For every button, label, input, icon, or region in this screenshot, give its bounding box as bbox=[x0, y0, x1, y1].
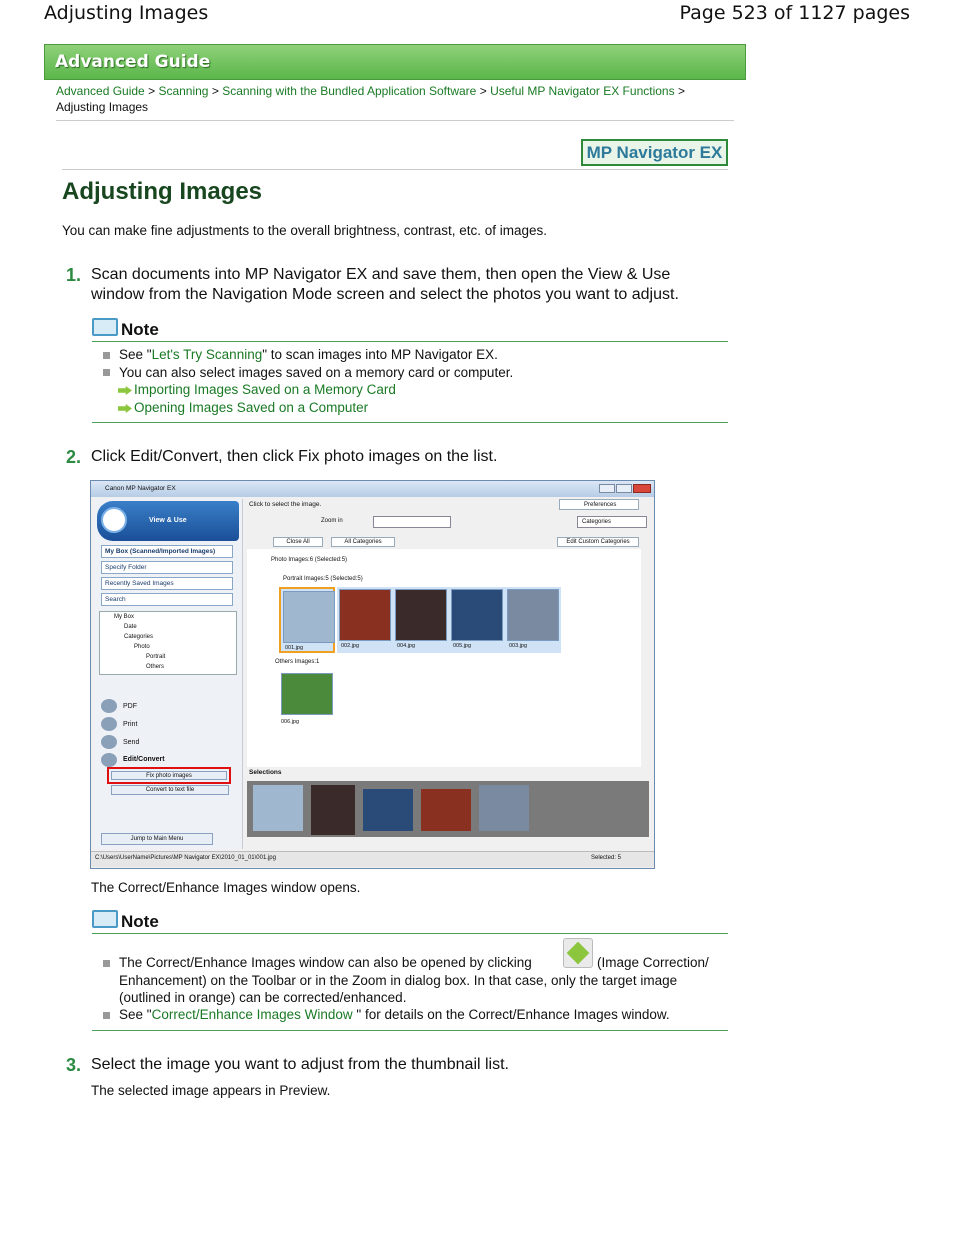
categories-select[interactable]: Categories bbox=[577, 516, 647, 528]
step-number: 3. bbox=[66, 1055, 82, 1075]
pdf-action[interactable]: PDF bbox=[123, 703, 137, 710]
arrow-icon bbox=[118, 404, 132, 413]
print-action[interactable]: Print bbox=[123, 721, 138, 728]
note-item: You can also select images saved on a memory card or computer. bbox=[119, 365, 514, 380]
bullet-icon bbox=[103, 1012, 110, 1019]
selections-tray bbox=[247, 781, 649, 837]
note-item: Enhancement) on the Toolbar or in the Zoom in dialog box. In that case, only the target image bbox=[119, 973, 678, 988]
page-number: Page 523 of 1127 pages bbox=[679, 2, 910, 24]
specify-folder-button[interactable]: Specify Folder bbox=[101, 561, 233, 574]
view-use-label: View & Use bbox=[149, 517, 187, 524]
tree-item[interactable]: Categories bbox=[124, 634, 154, 640]
highlight-box bbox=[107, 767, 231, 784]
note-item: The Correct/Enhance Images window can also be opened by clicking bbox=[119, 955, 532, 970]
tree-item[interactable]: Date bbox=[124, 624, 137, 630]
all-categories-button[interactable]: All Categories bbox=[331, 537, 395, 547]
note-icon bbox=[92, 910, 118, 928]
banner-label: Advanced Guide bbox=[55, 52, 211, 72]
step-number: 1. bbox=[66, 265, 82, 285]
thumbnail-image bbox=[451, 589, 503, 641]
note-icon bbox=[92, 318, 118, 336]
preferences-button[interactable]: Preferences bbox=[559, 499, 639, 510]
divider bbox=[62, 169, 728, 170]
search-input[interactable] bbox=[373, 516, 451, 528]
step-subtext: The selected image appears in Preview. bbox=[91, 1083, 331, 1098]
note-rule bbox=[92, 341, 728, 342]
send-icon bbox=[101, 735, 117, 749]
selections-label: Selections bbox=[249, 769, 282, 776]
note-item: (outlined in orange) can be corrected/enhanced. bbox=[119, 990, 407, 1005]
thumbnail-image[interactable] bbox=[281, 673, 333, 715]
edit-custom-categories-button[interactable]: Edit Custom Categories bbox=[557, 537, 639, 547]
file-path: C:\Users\UserName\Pictures\MP Navigator EX\2010_01_01\001.jpg bbox=[95, 855, 276, 861]
zoom-in-button[interactable]: Zoom in bbox=[321, 518, 343, 524]
thumbnail-label: 004.jpg bbox=[397, 643, 416, 649]
breadcrumb-separator: > bbox=[211, 84, 219, 98]
group-header: Photo Images:6 (Selected:5) bbox=[271, 557, 348, 563]
step-text: Select the image you want to adjust from the thumbnail list. bbox=[91, 1056, 509, 1073]
lets-try-scanning-link[interactable]: Let's Try Scanning bbox=[151, 347, 263, 362]
thumbnail-label: 006.jpg bbox=[281, 719, 300, 725]
breadcrumb-current: Adjusting Images bbox=[56, 100, 149, 114]
computer-link[interactable]: Opening Images Saved on a Computer bbox=[134, 400, 369, 415]
thumbnail-label: 003.jpg bbox=[509, 643, 528, 649]
step-text: Click Edit/Convert, then click Fix photo images on the list. bbox=[91, 448, 498, 465]
breadcrumb-separator: > bbox=[479, 84, 487, 98]
thumbnail-item[interactable] bbox=[449, 587, 505, 653]
status-bar bbox=[91, 851, 654, 867]
note-heading: Note bbox=[121, 320, 159, 339]
breadcrumb bbox=[56, 83, 736, 115]
step-text: Scan documents into MP Navigator EX and save them, then open the View & Use window from the Navigation Mode screen and select the photos you want to adjust. bbox=[91, 266, 679, 303]
wand-icon bbox=[567, 942, 590, 965]
my-box-button[interactable]: My Box (Scanned/Imported Images) bbox=[101, 545, 233, 558]
thumbnail-image bbox=[507, 589, 559, 641]
page-title: Adjusting Images bbox=[44, 2, 209, 24]
breadcrumb-separator: > bbox=[148, 84, 156, 98]
window-titlebar bbox=[91, 481, 654, 497]
note-item: See "Correct/Enhance Images Window " for details on the Correct/Enhance Images window. bbox=[119, 1007, 670, 1022]
thumbnail-label: 001.jpg bbox=[285, 645, 304, 651]
view-use-header bbox=[97, 501, 239, 541]
thumbnail-area bbox=[247, 549, 641, 767]
memory-card-link[interactable]: Importing Images Saved on a Memory Card bbox=[134, 382, 396, 397]
maximize-icon[interactable] bbox=[616, 484, 632, 493]
window-title: Canon MP Navigator EX bbox=[105, 485, 176, 492]
breadcrumb-link[interactable]: Advanced Guide bbox=[56, 84, 145, 98]
image-correction-icon bbox=[563, 938, 593, 968]
selection-thumb[interactable] bbox=[253, 785, 303, 831]
recently-saved-button[interactable]: Recently Saved Images bbox=[101, 577, 233, 590]
note-rule bbox=[92, 422, 728, 423]
note-item: (Image Correction/ bbox=[597, 955, 709, 970]
breadcrumb-link[interactable]: Useful MP Navigator EX Functions bbox=[490, 84, 675, 98]
section-heading: Adjusting Images bbox=[62, 178, 263, 205]
correct-enhance-window-link[interactable]: Correct/Enhance Images Window bbox=[151, 1007, 353, 1022]
breadcrumb-link[interactable]: Scanning bbox=[158, 84, 209, 98]
selected-count: Selected: 5 bbox=[591, 855, 622, 861]
thumbnail-image bbox=[339, 589, 391, 641]
thumbnail-item[interactable] bbox=[279, 587, 335, 653]
send-action[interactable]: Send bbox=[123, 739, 140, 746]
edit-convert-icon bbox=[101, 753, 117, 767]
sidebar bbox=[95, 499, 243, 849]
breadcrumb-link[interactable]: Scanning with the Bundled Application Software bbox=[222, 84, 477, 98]
result-text: The Correct/Enhance Images window opens. bbox=[91, 880, 361, 895]
convert-to-text-button[interactable]: Convert to text file bbox=[111, 785, 229, 795]
selection-thumb[interactable] bbox=[421, 789, 471, 831]
tree-item[interactable]: My Box bbox=[114, 614, 135, 620]
thumbnail-item[interactable] bbox=[393, 587, 449, 653]
selection-thumb[interactable] bbox=[479, 785, 529, 831]
tree-item[interactable]: Photo bbox=[134, 644, 150, 650]
note-rule bbox=[92, 933, 728, 934]
note-rule bbox=[92, 1030, 728, 1031]
note-item: See "Let's Try Scanning" to scan images into MP Navigator EX. bbox=[119, 347, 498, 362]
bullet-icon bbox=[103, 352, 110, 359]
note-heading: Note bbox=[121, 912, 159, 931]
breadcrumb-separator: > bbox=[677, 84, 685, 98]
group-header: Portrait Images:5 (Selected:5) bbox=[283, 576, 363, 582]
thumbnail-image bbox=[395, 589, 447, 641]
navigation-icon[interactable] bbox=[101, 507, 127, 533]
folder-tree[interactable] bbox=[99, 611, 237, 675]
intro-text: You can make fine adjustments to the overall brightness, contrast, etc. of images. bbox=[62, 223, 548, 238]
instruction-text: Click to select the image. bbox=[249, 501, 322, 508]
thumbnail-label: 005.jpg bbox=[453, 643, 472, 649]
thumbnail-item[interactable] bbox=[505, 587, 561, 653]
minimize-icon[interactable] bbox=[599, 484, 615, 493]
app-screenshot bbox=[90, 480, 655, 869]
thumbnail-image bbox=[283, 591, 335, 643]
print-icon bbox=[101, 717, 117, 731]
search-button[interactable]: Search bbox=[101, 593, 233, 606]
selection-thumb[interactable] bbox=[363, 789, 413, 831]
close-all-button[interactable]: Close All bbox=[273, 537, 323, 547]
fix-photo-images-button[interactable]: Fix photo images bbox=[111, 771, 227, 780]
bullet-icon bbox=[103, 960, 110, 967]
tree-item[interactable]: Portrait bbox=[146, 654, 166, 660]
bullet-icon bbox=[103, 369, 110, 376]
thumbnail-label: 002.jpg bbox=[341, 643, 360, 649]
thumbnail-item[interactable] bbox=[337, 587, 393, 653]
jump-to-main-menu-button[interactable]: Jump to Main Menu bbox=[101, 833, 213, 845]
product-logo: MP Navigator EX bbox=[581, 139, 728, 166]
selection-thumb[interactable] bbox=[311, 785, 355, 835]
divider bbox=[56, 120, 734, 121]
tree-item[interactable]: Others bbox=[146, 664, 165, 670]
arrow-icon bbox=[118, 386, 132, 395]
close-icon[interactable] bbox=[633, 484, 651, 493]
group-header: Others Images:1 bbox=[275, 659, 320, 665]
edit-convert-action[interactable]: Edit/Convert bbox=[123, 756, 165, 763]
pdf-icon bbox=[101, 699, 117, 713]
advanced-guide-banner bbox=[44, 44, 746, 80]
step-number: 2. bbox=[66, 447, 82, 467]
